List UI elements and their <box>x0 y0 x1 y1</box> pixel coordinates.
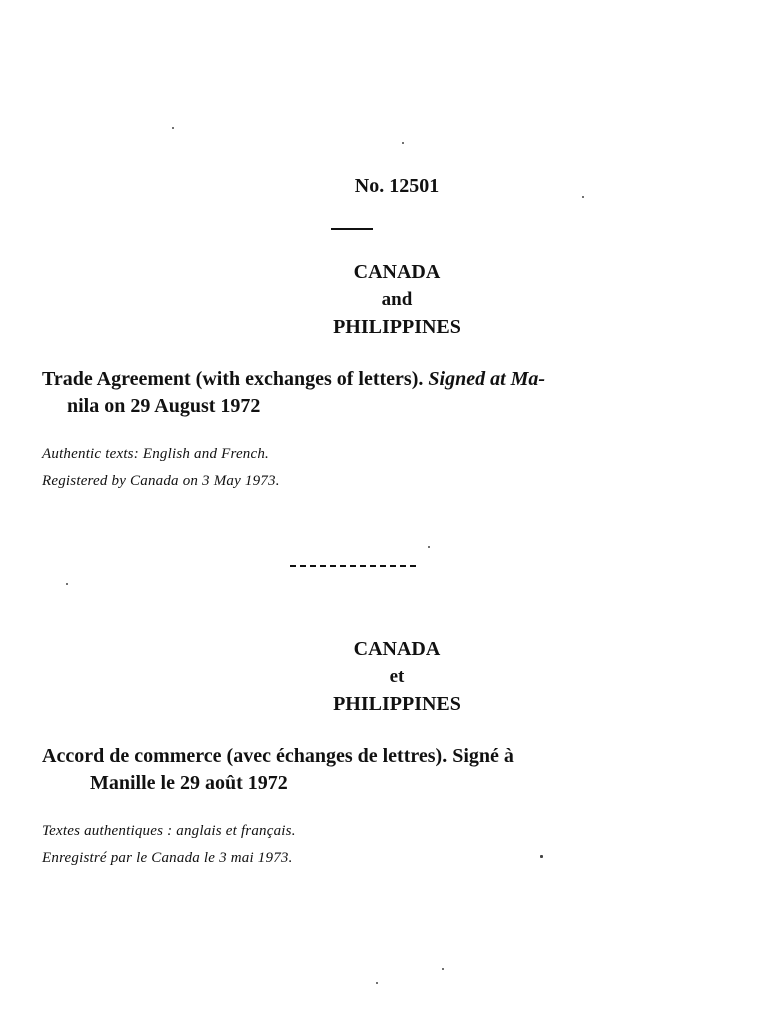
authentic-texts-note: Authentic texts: English and French. <box>42 446 270 462</box>
party-1-heading: CANADA <box>353 261 441 283</box>
agreement-title-fr-line2: Manille le 29 août 1972 <box>90 772 288 794</box>
agreement-title-line1-italic: Signed at Ma- <box>428 368 546 390</box>
agreement-title <box>42 366 682 420</box>
scan-speck <box>376 982 378 984</box>
agreement-title-fr <box>42 743 682 797</box>
scan-speck <box>428 546 430 548</box>
party-2-heading-fr: PHILIPPINES <box>333 693 461 715</box>
dashed-rule-divider <box>290 565 416 567</box>
scan-speck <box>442 968 444 970</box>
scan-speck <box>540 855 543 858</box>
conjunction-heading: and <box>381 289 413 310</box>
authentic-texts-note-fr: Textes authentiques : anglais et français. <box>42 823 296 839</box>
registration-note: Registered by Canada on 3 May 1973. <box>42 473 280 489</box>
scan-speck <box>66 583 68 585</box>
registration-number: No. 12501 <box>354 175 440 197</box>
registration-note-fr: Enregistré par le Canada le 3 mai 1973. <box>42 850 293 866</box>
agreement-title-line2: nila on 29 August 1972 <box>67 395 261 417</box>
scan-speck <box>582 196 584 198</box>
agreement-title-line1-bold: Trade Agreement (with exchanges of letters). <box>42 368 424 390</box>
scan-speck <box>402 142 404 144</box>
party-1-heading-fr: CANADA <box>353 638 441 660</box>
scan-speck <box>172 127 174 129</box>
conjunction-heading-fr: et <box>389 666 405 687</box>
party-2-heading: PHILIPPINES <box>333 316 461 338</box>
short-rule-divider <box>331 228 373 230</box>
agreement-title-fr-line1: Accord de commerce (avec échanges de lettres). Signé à <box>42 745 514 767</box>
